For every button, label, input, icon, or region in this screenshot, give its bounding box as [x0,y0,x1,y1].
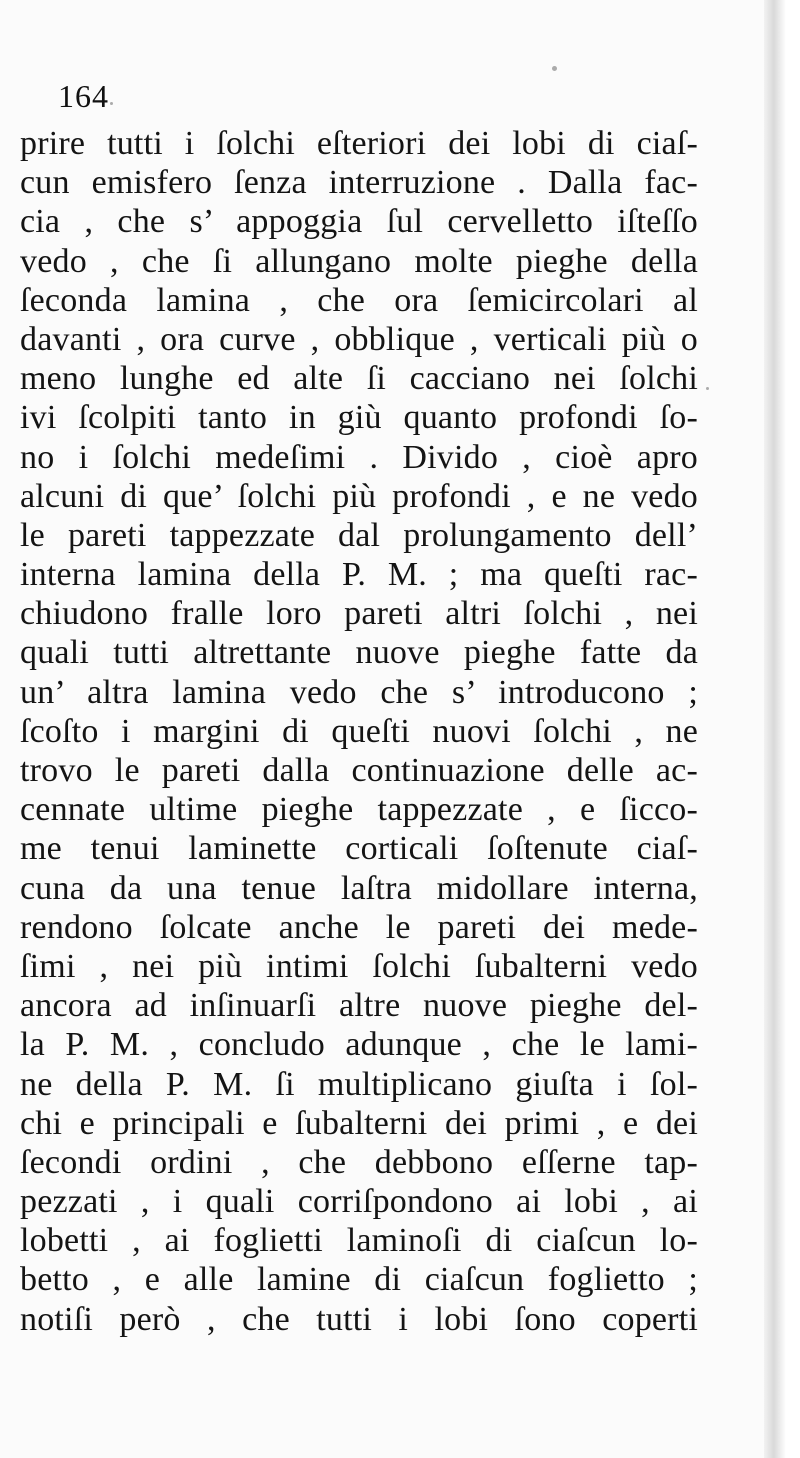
text-line: ſimi , nei più intimi ſolchi ſubalterni vedo [20,947,698,985]
text-line: alcuni di que’ ſolchi più profondi , e ne vedo [20,477,698,515]
text-line: ne della P. M. ſi multiplicano giuſta i ſol- [20,1065,698,1103]
text-line: no i ſolchi medeſimi . Divido , cioè apro [20,438,698,476]
text-line: trovo le pareti dalla continuazione delle ac- [20,752,698,789]
text-line: notiſi però , che tutti i lobi ſono coperti [20,1300,698,1338]
text-line: lobetti , ai foglietti laminoſi di ciaſcun lo- [20,1222,698,1260]
text-line: interna lamina della P. M. ; ma queſti rac- [20,556,698,594]
paper-speck [110,102,113,105]
text-line: un’ altra lamina vedo che s’ introducono ; [20,673,698,711]
text-line: quali tutti altrettante nuove pieghe fatte da [20,634,698,672]
text-line: rendono ſolcate anche le pareti dei mede- [20,908,698,946]
text-line: cuna da una tenue laſtra midollare interna, [20,869,698,907]
text-line: ſecondi ordini , che debbono eſſerne tap- [20,1143,698,1181]
text-line: chiudono fralle loro pareti altri ſolchi , nei [20,595,698,633]
text-line: prire tutti i ſolchi eſteriori dei lobi di ciaſ- [20,125,698,162]
page-number: 164 [58,78,109,114]
text-line: cennate ultime pieghe tappezzate , e ſicco- [20,791,698,829]
page-edge-shadow [764,0,786,1458]
text-line: cia , che s’ appoggia ſul cervelletto iſteſſo [20,203,698,241]
text-line: ivi ſcolpiti tanto in giù quanto profondi ſo- [20,399,698,437]
text-line: cun emisfero ſenza interruzione . Dalla fac- [20,164,698,202]
text-line: ancora ad inſinuarſi altre nuove pieghe del- [20,987,698,1025]
text-line: le pareti tappezzate dal prolungamento dell’ [20,516,698,554]
body-text [20,124,698,1339]
text-line: la P. M. , concludo adunque , che le lami- [20,1026,698,1064]
text-line: ſcoſto i margini di queſti nuovi ſolchi , ne [20,712,698,750]
text-line: meno lunghe ed alte ſi cacciano nei ſolchi [20,360,698,398]
paper-speck [552,66,557,71]
text-line: chi e principali e ſubalterni dei primi , e dei [20,1104,698,1142]
text-line: pezzati , i quali corriſpondono ai lobi , ai [20,1183,698,1221]
text-line: ſeconda lamina , che ora ſemicircolari al [20,281,698,319]
text-line: betto , e alle lamine di ciaſcun foglietto ; [20,1261,698,1299]
text-line: me tenui laminette corticali ſoſtenute ciaſ- [20,830,698,868]
paper-speck [706,387,709,390]
text-line: vedo , che ſi allungano molte pieghe della [20,242,698,280]
text-line: davanti , ora curve , obblique , verticali più o [20,320,698,358]
